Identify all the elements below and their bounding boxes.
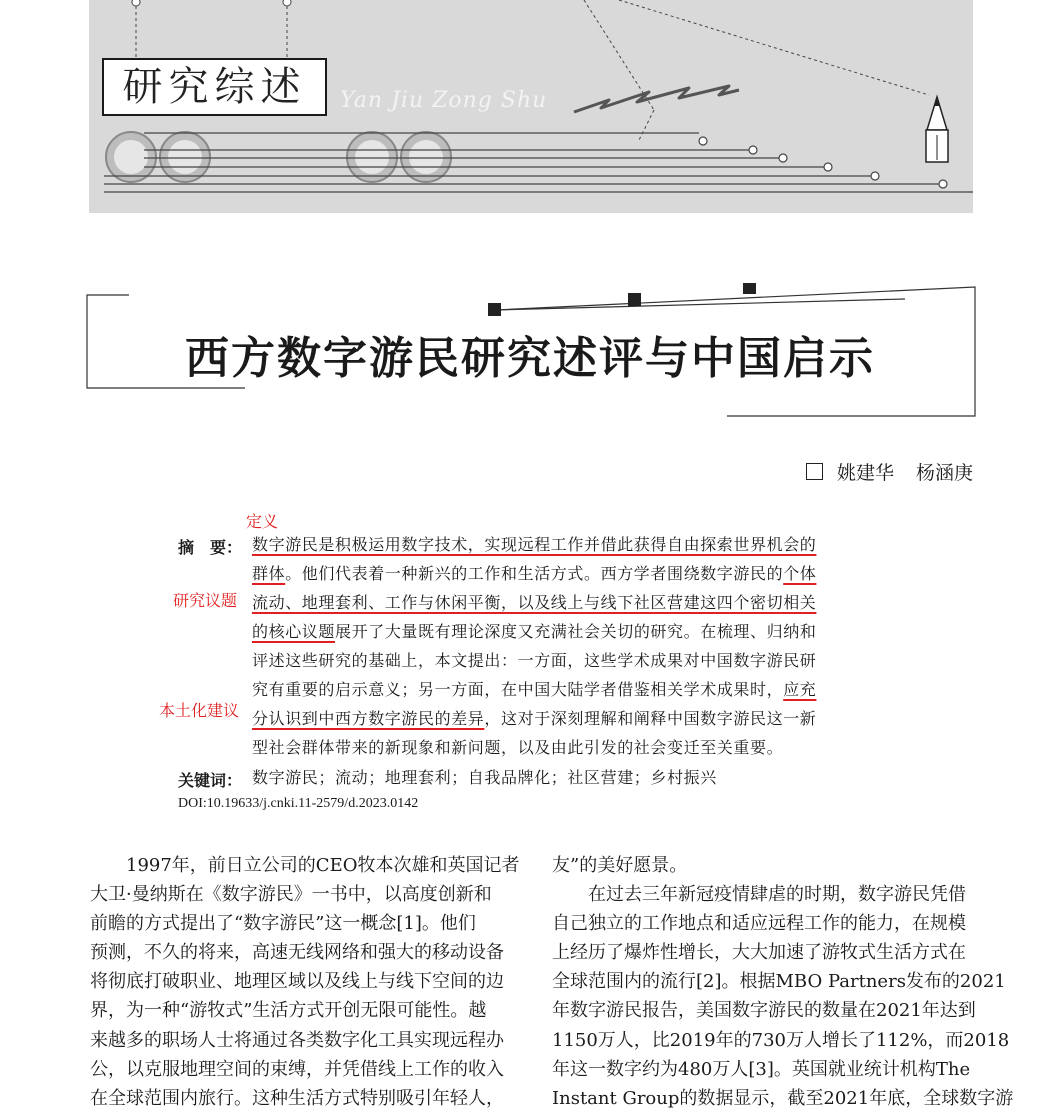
paragraph-line: 公，以克服地理空间的束缚，并凭借线上工作的收入 [90,1058,504,1080]
paragraph-line: Instant Group的数据显示，截至2021年底，全球数字游 [552,1087,1014,1109]
annotation-topics: 研究议题 [173,591,238,610]
paragraph-line: 将彻底打破职业、地理区域以及线上与线下空间的边 [90,971,504,993]
abstract-line-seg: ，这对于深刻理解和阐释中国数字游民这一新 [484,709,817,728]
author-1: 姚建华 [836,462,894,484]
body-right-column [552,851,1013,1113]
paragraph-line: 全球范围内的流行[2]。根据MBO Partners发布的2021 [552,971,1006,993]
pencil-icon [926,97,948,162]
paragraph-line: 大卫·曼纳斯在《数字游民》一书中，以高度创新和 [90,884,492,906]
paragraph-line: 来越多的职场人士将通过各类数字化工具实现远程办 [90,1029,504,1051]
doi: DOI:10.19633/j.cnki.11-2579/d.2023.0142 [178,796,419,811]
abstract-line: 数字游民是积极运用数字技术，实现远程工作并借此获得自由探索世界机会的 [252,535,817,554]
article-title: 西方数字游民研究述评与中国启示 [185,333,875,384]
abstract-line [252,564,816,584]
abstract-line-seg: 的核心议题 [252,622,336,641]
abstract-line [252,680,816,700]
abstract-line-seg: 究有重要的启示意义；另一方面，在中国大陆学者借鉴相关学术成果时， [252,680,784,699]
section-banner [89,0,973,213]
paragraph-line: 友”的美好愿景。 [552,855,688,876]
abstract-line: 流动、地理套利、工作与休闲平衡，以及线上与线下社区营建这四个密切相关 [252,593,817,612]
annotation-localization: 本土化建议 [159,701,240,720]
keywords-label: 关键词： [178,771,243,790]
abstract-line-seg: 分认识到中西方数字游民的差异 [252,709,485,728]
paragraph-line: 在全球范围内旅行。这种生活方式特别吸引年轻人， [90,1087,504,1109]
annotation-definition: 定义 [246,512,279,531]
paragraph-line: 界，为一种“游牧式”生活方式开创无限可能性。越 [90,1000,487,1022]
body-left-column [90,851,519,1113]
abstract-line-seg: 群体 [252,564,286,583]
paragraph-line: 自己独立的工作地点和适应远程工作的能力，在规模 [552,913,966,935]
author-box-icon [806,463,823,480]
abstract-line-seg: 个体 [783,564,817,583]
abstract-line-seg: 应充 [783,680,817,699]
paragraph-line: 预测，不久的将来，高速无线网络和强大的移动设备 [90,942,504,964]
abstract-line-seg: 展开了大量既有理论深度又充满社会关切的研究。在梳理、归纳和 [335,622,817,641]
paragraph-line: 在过去三年新冠疫情肆虐的时期，数字游民凭借 [588,884,966,906]
paragraph-line: 上经历了爆炸性增长，大大加速了游牧式生活方式在 [552,942,966,964]
disc-decoration [106,132,451,182]
abstract-line: 型社会群体带来的新现象和新问题，以及由此引发的社会变迁至关重要。 [252,738,784,757]
abstract-line-seg: 。他们代表着一种新兴的工作和生活方式。西方学者围绕数字游民的 [285,564,784,583]
section-label: 研究综述 [102,58,327,116]
authors [806,458,973,485]
paragraph-line: 年这一数字约为480万人[3]。英国就业统计机构The [552,1058,971,1080]
abstract-line [252,622,816,642]
abstract-line [252,709,816,729]
paragraph-line: 1150万人，比2019年的730万人增长了112%，而2018 [552,1029,1010,1051]
paragraph-line: 1997年，前日立公司的CEO牧本次雄和英国记者 [126,855,520,876]
abstract-line: 评述这些研究的基础上，本文提出：一方面，这些学术成果对中国数字游民研 [252,651,817,670]
author-2: 杨涵庚 [915,462,973,484]
section-script: Yan Jiu Zong Shu [340,88,548,113]
abstract-label: 摘 要： [178,538,243,557]
paragraph-line: 年数字游民报告，美国数字游民的数量在2021年达到 [552,1000,976,1022]
paragraph-line: 前瞻的方式提出了“数字游民”这一概念[1]。他们 [90,913,476,935]
keywords-text: 数字游民；流动；地理套利；自我品牌化；社区营建；乡村振兴 [252,768,717,787]
